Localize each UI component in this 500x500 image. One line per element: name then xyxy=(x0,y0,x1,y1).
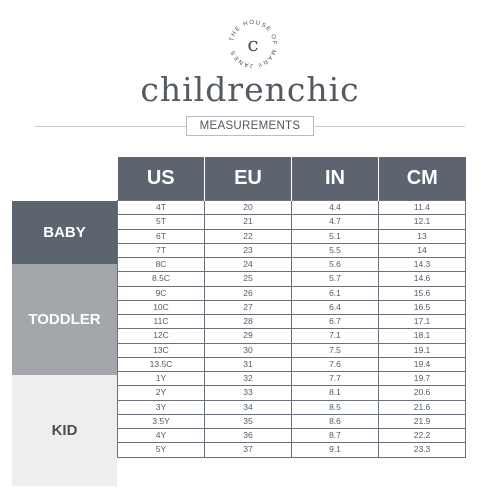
table-row xyxy=(118,429,466,443)
group-kid: KID xyxy=(12,375,117,486)
cell-us: 8.5C xyxy=(118,272,205,286)
table-row xyxy=(118,229,466,243)
table-row xyxy=(118,357,466,371)
cell-us: 3Y xyxy=(118,400,205,414)
cell-us: 5T xyxy=(118,215,205,229)
cell-cm: 20.6 xyxy=(379,386,466,400)
cell-cm: 15.6 xyxy=(379,286,466,300)
cell-in: 6.1 xyxy=(292,286,379,300)
cell-in: 7.6 xyxy=(292,357,379,371)
cell-us: 5Y xyxy=(118,443,205,457)
table-row xyxy=(118,201,466,215)
cell-in: 8.5 xyxy=(292,400,379,414)
cell-cm: 12.1 xyxy=(379,215,466,229)
brand-name: childrenchic xyxy=(140,70,360,109)
cell-in: 4.4 xyxy=(292,201,379,215)
table-row xyxy=(118,286,466,300)
cell-eu: 29 xyxy=(205,329,292,343)
column-header-eu: EU xyxy=(205,157,292,201)
cell-us: 4Y xyxy=(118,429,205,443)
page-subtitle: MEASUREMENTS xyxy=(186,116,314,136)
cell-us: 8C xyxy=(118,258,205,272)
cell-cm: 21.6 xyxy=(379,400,466,414)
cell-in: 8.1 xyxy=(292,386,379,400)
measurements-table xyxy=(117,157,466,458)
table-header-row xyxy=(118,157,466,201)
cell-eu: 33 xyxy=(205,386,292,400)
cell-cm: 22.2 xyxy=(379,429,466,443)
cell-eu: 24 xyxy=(205,258,292,272)
cell-eu: 26 xyxy=(205,286,292,300)
cell-in: 5.6 xyxy=(292,258,379,272)
cell-cm: 13 xyxy=(379,229,466,243)
cell-cm: 14 xyxy=(379,243,466,257)
table-row xyxy=(118,414,466,428)
group-toddler: TODDLER xyxy=(12,264,117,375)
cell-us: 9C xyxy=(118,286,205,300)
cell-us: 3.5Y xyxy=(118,414,205,428)
cell-cm: 19.7 xyxy=(379,372,466,386)
table-body xyxy=(118,201,466,458)
cell-in: 7.1 xyxy=(292,329,379,343)
cell-eu: 35 xyxy=(205,414,292,428)
brand-seal-logo xyxy=(226,17,280,71)
table-row xyxy=(118,443,466,457)
cell-eu: 34 xyxy=(205,400,292,414)
cell-cm: 17.1 xyxy=(379,315,466,329)
table-row xyxy=(118,243,466,257)
cell-us: 7T xyxy=(118,243,205,257)
cell-cm: 14.6 xyxy=(379,272,466,286)
cell-in: 9.1 xyxy=(292,443,379,457)
table-row xyxy=(118,315,466,329)
cell-in: 6.7 xyxy=(292,315,379,329)
cell-us: 13C xyxy=(118,343,205,357)
cell-in: 8.6 xyxy=(292,414,379,428)
cell-cm: 19.1 xyxy=(379,343,466,357)
cell-cm: 21.9 xyxy=(379,414,466,428)
cell-us: 10C xyxy=(118,300,205,314)
cell-in: 8.7 xyxy=(292,429,379,443)
cell-cm: 23.3 xyxy=(379,443,466,457)
cell-in: 6.4 xyxy=(292,300,379,314)
cell-eu: 28 xyxy=(205,315,292,329)
cell-us: 2Y xyxy=(118,386,205,400)
cell-in: 7.5 xyxy=(292,343,379,357)
cell-us: 12C xyxy=(118,329,205,343)
cell-in: 5.5 xyxy=(292,243,379,257)
cell-cm: 19.4 xyxy=(379,357,466,371)
table-row xyxy=(118,215,466,229)
table-row xyxy=(118,329,466,343)
table-row xyxy=(118,343,466,357)
cell-in: 7.7 xyxy=(292,372,379,386)
cell-in: 4.7 xyxy=(292,215,379,229)
cell-eu: 27 xyxy=(205,300,292,314)
cell-cm: 11.4 xyxy=(379,201,466,215)
svg-text:c: c xyxy=(247,32,259,56)
column-header-in: IN xyxy=(292,157,379,201)
cell-eu: 32 xyxy=(205,372,292,386)
cell-eu: 37 xyxy=(205,443,292,457)
cell-eu: 20 xyxy=(205,201,292,215)
cell-eu: 36 xyxy=(205,429,292,443)
cell-us: 11C xyxy=(118,315,205,329)
cell-eu: 31 xyxy=(205,357,292,371)
cell-eu: 22 xyxy=(205,229,292,243)
table-row xyxy=(118,300,466,314)
cell-cm: 14.3 xyxy=(379,258,466,272)
table-row xyxy=(118,386,466,400)
cell-in: 5.1 xyxy=(292,229,379,243)
column-header-cm: CM xyxy=(379,157,466,201)
cell-us: 1Y xyxy=(118,372,205,386)
cell-cm: 18.1 xyxy=(379,329,466,343)
svg-text:THE HOUSE OF MARY JANES: THE HOUSE OF MARY JANES xyxy=(229,19,278,69)
group-baby: BABY xyxy=(12,201,117,264)
cell-in: 5.7 xyxy=(292,272,379,286)
column-header-us: US xyxy=(118,157,205,201)
cell-us: 6T xyxy=(118,229,205,243)
table-row xyxy=(118,258,466,272)
cell-eu: 30 xyxy=(205,343,292,357)
cell-us: 13.5C xyxy=(118,357,205,371)
cell-us: 4T xyxy=(118,201,205,215)
cell-eu: 21 xyxy=(205,215,292,229)
table-row xyxy=(118,372,466,386)
cell-eu: 23 xyxy=(205,243,292,257)
cell-cm: 16.5 xyxy=(379,300,466,314)
table-row xyxy=(118,400,466,414)
cell-eu: 25 xyxy=(205,272,292,286)
table-row xyxy=(118,272,466,286)
size-group-labels xyxy=(12,201,117,486)
